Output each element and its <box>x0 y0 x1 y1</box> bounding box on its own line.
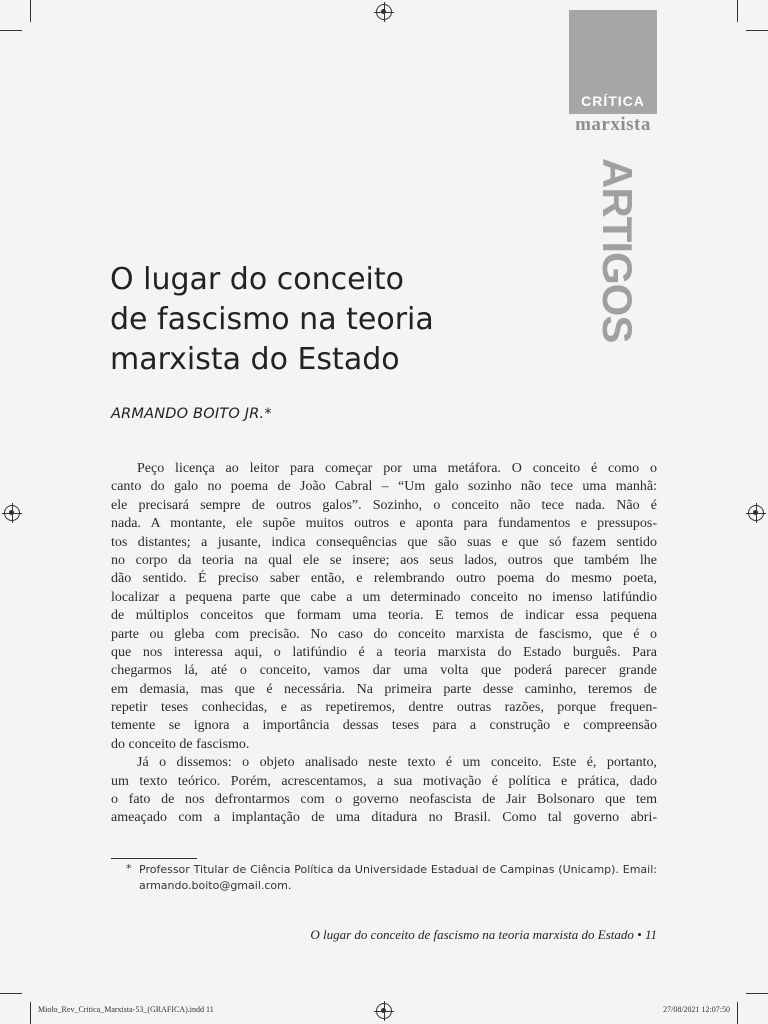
title-line: marxista do Estado <box>110 342 400 377</box>
section-label: ARTIGOS <box>594 158 641 343</box>
crop-mark <box>0 30 22 31</box>
footnote <box>139 862 657 894</box>
crop-mark <box>737 1002 738 1024</box>
body-line: parte ou gleba com precisão. No caso do conceito marxista de fascismo, que é o <box>111 626 657 642</box>
slug-timestamp: 27/08/2021 12:07:50 <box>663 1005 730 1014</box>
registration-mark-icon <box>748 505 764 521</box>
body-line: dão sentido. É preciso saber então, e relembrando outro poema do mesmo poeta, <box>111 571 657 587</box>
body-line: no corpo da teoria na qual ele se insere; aos seus lados, outros que também lhe <box>111 552 657 568</box>
crop-mark <box>746 993 768 994</box>
body-line: o fato de nos defrontarmos com o governo neofascista de Jair Bolsonaro que tem <box>111 792 657 808</box>
article-body <box>111 460 657 828</box>
body-line: ele precisará sempre de outros galos”. Sozinho, o conceito não tece nada. Não é <box>111 497 657 513</box>
footnote-marker: * <box>126 862 132 875</box>
title-line: O lugar do conceito <box>110 262 404 297</box>
footnote-rule <box>111 858 197 859</box>
journal-logo-marxista: marxista <box>575 114 651 135</box>
footnote-line: Professor Titular de Ciência Política da Universidade Estadual de Campinas (Unicamp). Email: <box>139 863 657 876</box>
body-line: temente se ignora a importância dessas teses para a construção e compreensão <box>111 718 657 734</box>
body-line: que nos interessa aqui, o latifúndio é a teoria marxista do Estado burguês. Para <box>111 644 657 660</box>
crop-mark <box>0 993 22 994</box>
running-footer: O lugar do conceito de fascismo na teoria marxista do Estado • 11 <box>310 927 657 942</box>
body-line: nada. A montante, ele supõe muitos outros e aponta para fundamentos e pressupos- <box>111 516 657 532</box>
author-name: ARMANDO BOITO JR.* <box>111 406 272 422</box>
body-line: Já o dissemos: o objeto analisado neste texto é um conceito. Este é, portanto, <box>137 755 657 771</box>
body-line: repetir teses conhecidas, e as repetiremos, dentre outras razões, porque frequen- <box>111 700 657 716</box>
body-line: ameaçado com a implantação de uma ditadura no Brasil. Como tal governo abri- <box>111 810 657 826</box>
journal-logo-critica: CRÍTICA <box>581 93 645 109</box>
body-line: tos distantes; a jusante, indica consequências que são suas e que só fazem sentido <box>111 534 657 550</box>
crop-mark <box>30 1002 31 1024</box>
crop-mark <box>30 0 31 22</box>
body-line: de múltiplos conceitos que formam uma teoria. E temos de indicar essa pequena <box>111 608 657 624</box>
registration-mark-icon <box>376 1003 392 1019</box>
slug-filename: Miolo_Rev_Critica_Marxista-53_(GRAFICA).indd 11 <box>38 1005 214 1014</box>
body-line: canto do galo no poema de João Cabral – “Um galo sozinho não tece uma manhã: <box>111 479 657 495</box>
body-line: chegarmos lá, até o conceito, vamos dar uma volta que poderá parecer grande <box>111 663 657 679</box>
body-line: um texto teórico. Porém, acrescentamos, a sua motivação é política e prática, dado <box>111 773 657 789</box>
body-line: em demasia, mas que é necessária. Na primeira parte desse caminho, teremos de <box>111 681 657 697</box>
body-line: Peço licença ao leitor para começar por uma metáfora. O conceito é como o <box>137 461 657 476</box>
body-line: do conceito de fascismo. <box>111 736 250 752</box>
body-line: localizar a pequena parte que cabe a um determinado conceito no imenso latifúndio <box>111 589 657 605</box>
crop-mark <box>737 0 738 22</box>
title-line: de fascismo na teoria <box>110 302 434 337</box>
registration-mark-icon <box>4 505 20 521</box>
footnote-line: armando.boito@gmail.com. <box>139 879 292 892</box>
registration-mark-icon <box>376 4 392 20</box>
article-title <box>110 260 550 380</box>
crop-mark <box>746 30 768 31</box>
